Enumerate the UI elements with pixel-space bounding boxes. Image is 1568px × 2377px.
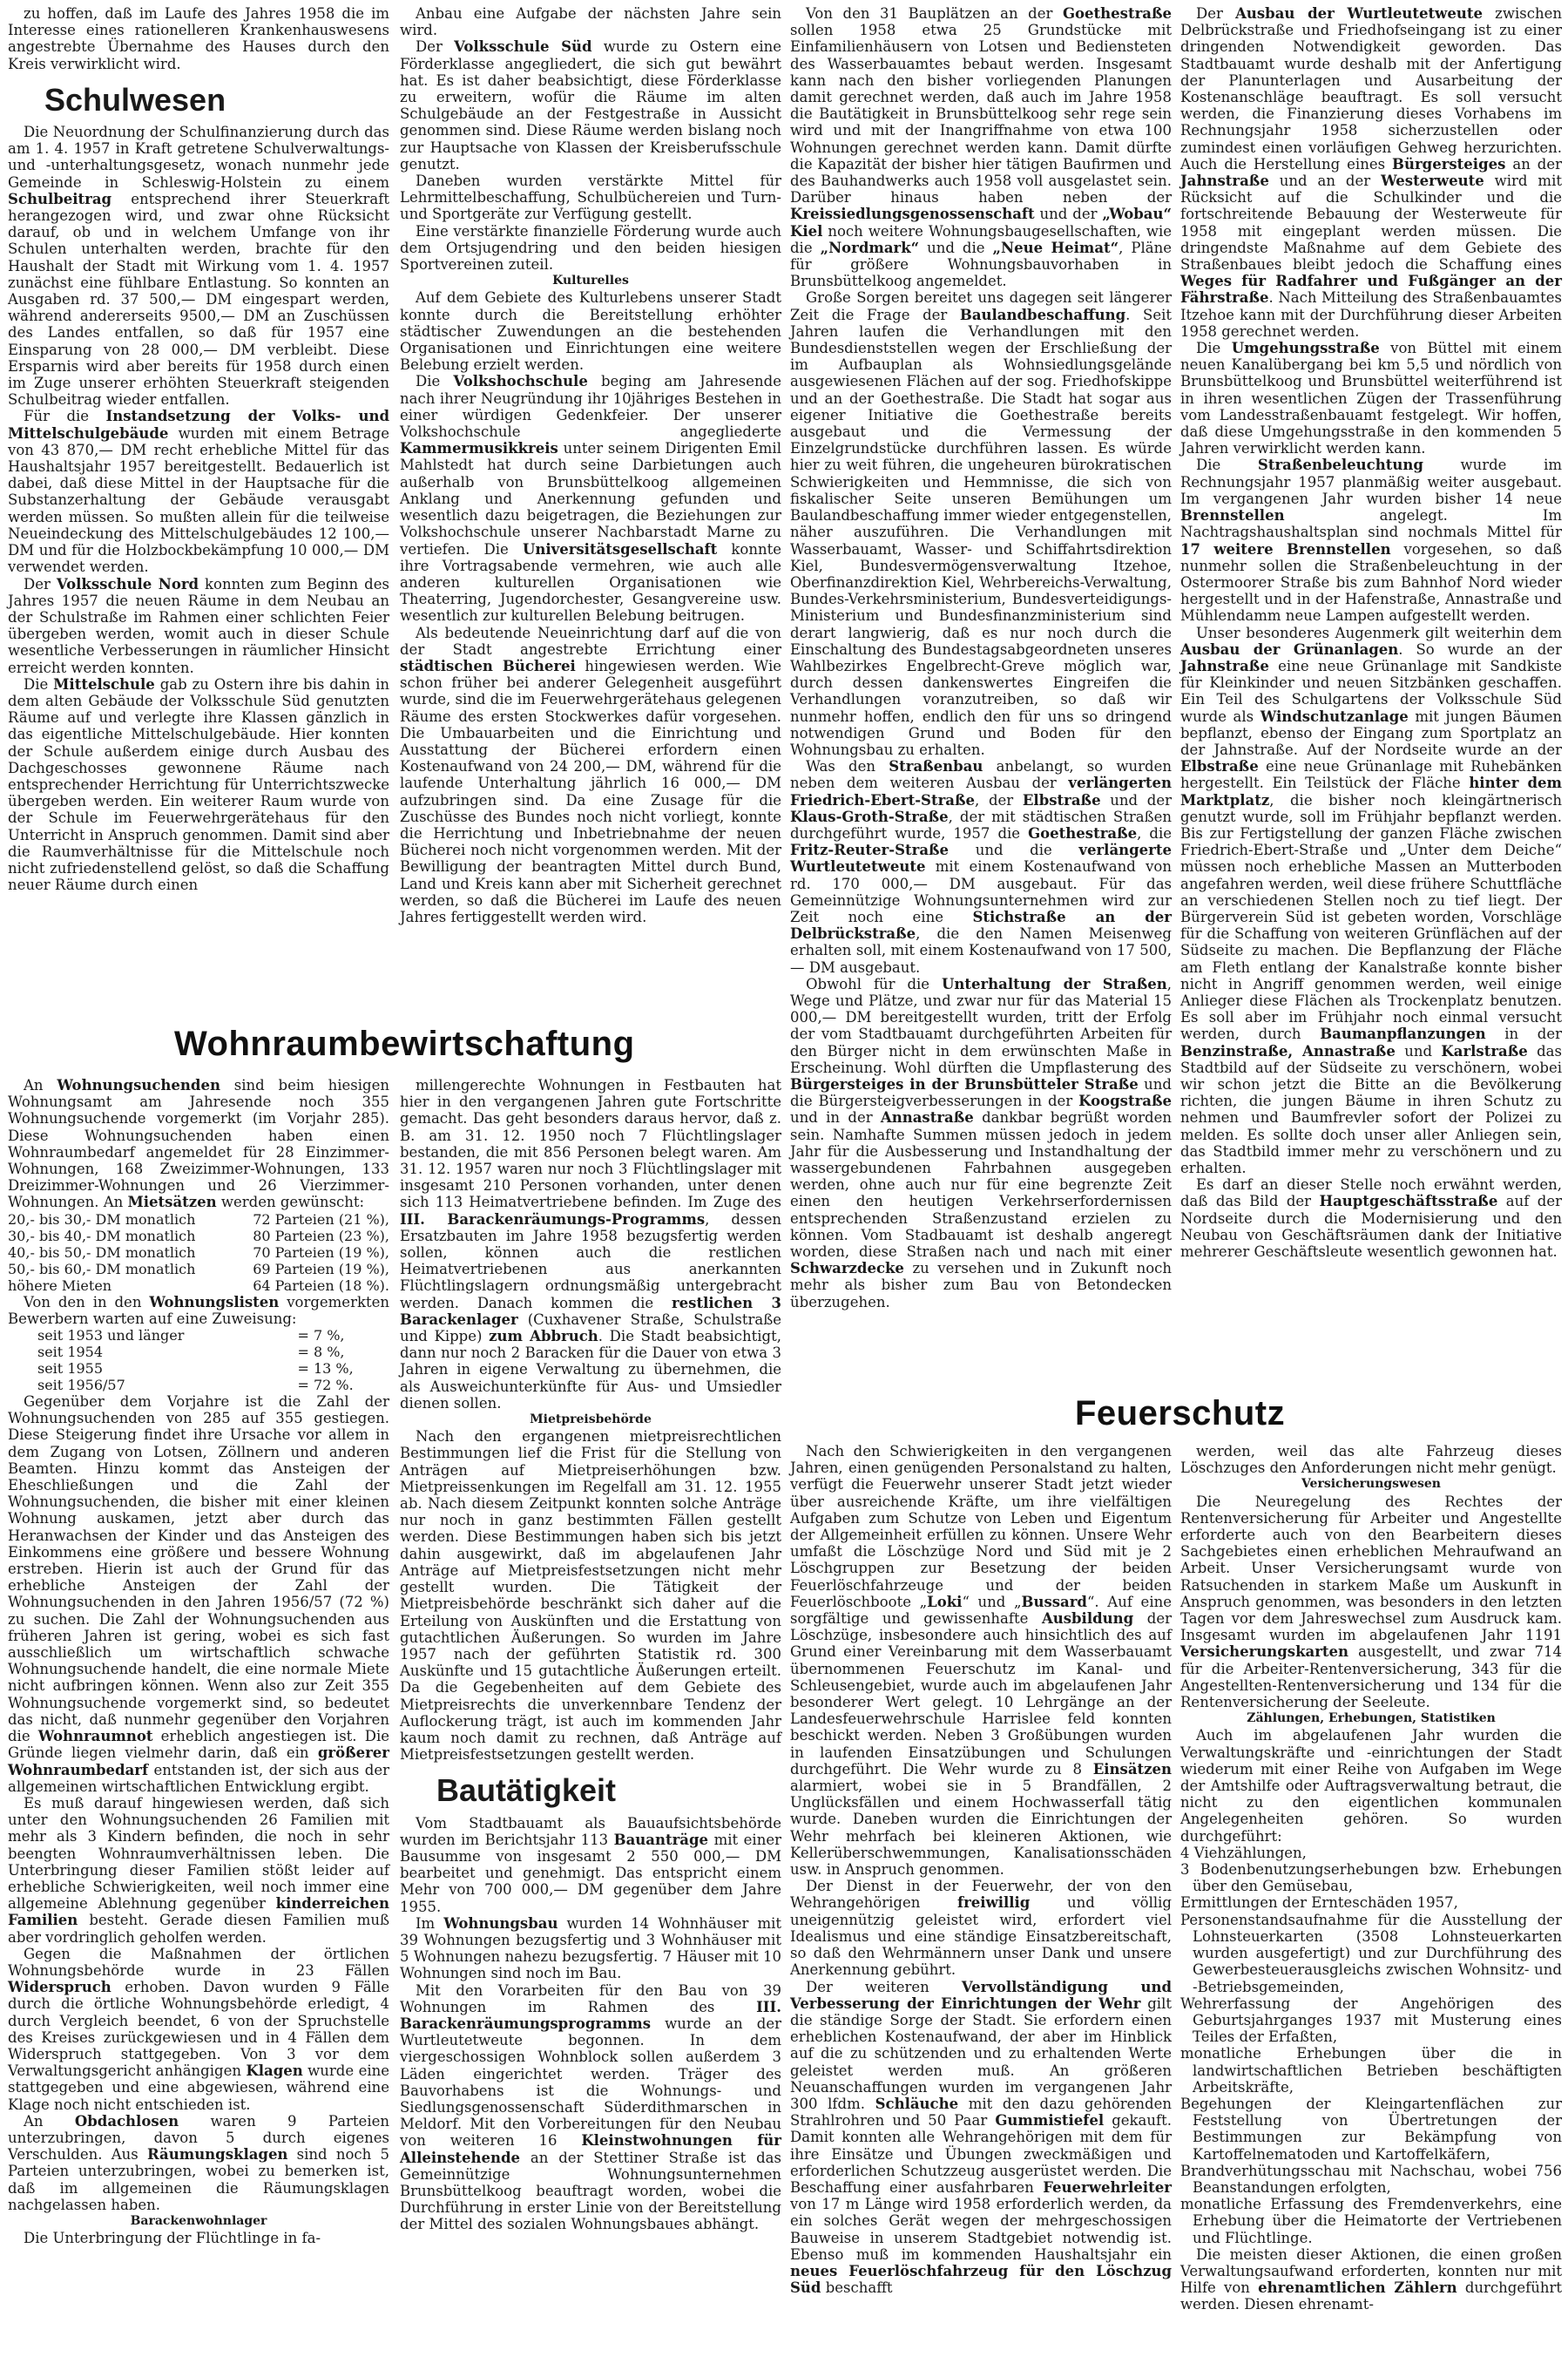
paragraph (790, 976, 1172, 1310)
text-run: unter seinem Dirigenten Emil Mahlstedt hat durch seine Darbietungen auch außerhalb von Brunsbüttelkoog allgemeinen Anklang und Anerkennung gefunden und wesentlich dazu beigetragen, die Beziehungen zur Volkshochschule unserer Nachbarstadt Marne zu vertiefen. Die (400, 440, 781, 558)
list-item: Personenstandsaufnahme für die Ausstellung der Lohnsteuerkarten (3508 Lohnsteuerkarten wurden ausgefertigt) und zur Durchführung des Gewerbesteuerausgleichs zwischen Wohnsitz- und -Betriebsgemeinden, (1180, 1911, 1562, 1995)
text-run: entstanden ist, der sich aus der allgemeinen wirtschaftlichen Entwicklung ergibt. (8, 1761, 389, 1795)
bold-phrase: städtischen Bücherei (400, 657, 576, 674)
text-run: gab zu Ostern ihre bis dahin in dem alten Gebäude der Volksschule Süd genutzten Räume auf und verlegte ihre Klassen gänzlich in das eigentliche Mittelschulgebäude. Hier konnten der Schule außerdem einige durch Ausbau des Dachgeschosses gewonnene Räume nach entsprechender Herrichtung für Unterrichtszwecke übergeben werden. Ein weiterer Raum wurde von der Schule im Feuerwehrgerätehaus für den Unterricht in Anspruch genommen. Damit sind aber die Raumverhältnisse für die Mittelschule noch nicht zufriedenstellend gelöst, so daß die Schaffung neuer Räume durch einen (8, 675, 389, 894)
column-1-bottom (8, 1077, 389, 2246)
paragraph (8, 2113, 389, 2213)
paragraph (8, 5, 389, 72)
paragraph (400, 5, 781, 38)
table-cell: seit 1956/57 (37, 1377, 125, 1394)
text-run: Auf dem Gebiete des Kulturlebens unserer Stadt konnte durch die Bereitstellung erhöhter städtischer Zuwendungen an die bestehenden Organisationen und Einrichtungen eine weitere Belebung erzielt werden. (400, 289, 781, 374)
subheading: Zählungen, Erhebungen, Statistiken (1247, 1711, 1496, 1726)
text-run: und an der (1268, 173, 1382, 190)
text-run: und die (949, 842, 1079, 859)
text-run: . So wurde an der (1398, 640, 1563, 658)
text-run: mit einem Kostenaufwand von rd. 170 000,— DM ausgebaut. Für das Gemeinnützige Wohnungsunternehmen wird zur Zeit noch eine (790, 858, 1172, 925)
bold-phrase: Wohnungsbau (443, 1914, 558, 1932)
paragraph (8, 676, 389, 894)
text-run: Nach den Schwierigkeiten in den vergangenen Jahren, einen genügenden Personalstand zu halten, verfügt die Feuerwehr unserer Stadt jetzt wieder über ausreichende Kräfte, um ihre vielfältigen Aufgaben zum Schutze von Leben und Eigentum der Allgemeinheit erfüllen zu können. Unsere Wehr umfaßt die Löschzüge Nord und Süd mit je 2 Löschgruppen zur Besetzung der beiden Feuerlöschfahrzeuge und der beiden Feuerlöschboote „ (790, 1443, 1172, 1610)
paragraph (1180, 1727, 1562, 1844)
text-run: Anbau eine Aufgabe der nächsten Jahre sein wird. (400, 5, 781, 39)
text-run: wurde zu Ostern eine Förderklasse angegliedert, die sich gut bewährt hat. Es ist daher beabsichtigt, diese Förderklasse zu erweitern, wofür die Räume im alten Schulgebäude an der Festgestraße in Aussicht genommen sind. Diese Räume werden bislang noch zur Hauptsache von Klassen der Kreisberufsschule genutzt. (400, 38, 781, 173)
bold-phrase: Vervollständigung und Verbesserung der Einrichtungen der Wehr (790, 1978, 1172, 2012)
text-run: Von den 31 Bauplätzen an der (806, 5, 1063, 22)
bold-phrase: Hauptgeschäftsstraße (1319, 1193, 1498, 1210)
bold-phrase: III. Barackenräumungs-Programms (400, 1210, 706, 1228)
text-run: wurde eine stattgegeben und eine abgewiesen, während eine Klage noch nicht entschieden ist. (8, 2062, 389, 2113)
bold-phrase: Westerweute (1381, 173, 1484, 190)
paragraph (400, 1428, 781, 1763)
text-run: Im (416, 1914, 444, 1932)
table-cell: = 13 %, (297, 1360, 354, 1378)
bold-phrase: neues Feuerlöschfahrzeug für den Löschzug Süd (790, 2262, 1172, 2297)
text-run: Die meisten dieser Aktionen, die einen großen Verwaltungsaufwand erforderten, konnten nur mit Hilfe von (1180, 2245, 1562, 2297)
bold-phrase: Brennstellen (1180, 507, 1285, 525)
bold-phrase: Wohnraumnot (37, 1728, 153, 1745)
bold-phrase: Volksschule Nord (56, 575, 199, 593)
paragraph (8, 124, 389, 408)
bold-phrase: Annastraße (880, 1109, 974, 1127)
bold-phrase: größerer Wohnraumbedarf (8, 1744, 389, 1778)
text-run: Es muß darauf hingewiesen werden, daß sich unter den Wohnungsuchenden 26 Familien mit mehr als 3 Kindern befinden, die noch in sehr beengten Wohnraumverhältnissen leben. Die Unterbringung dieser Familien stößt leider auf erhebliche Schwierigkeiten, weil noch immer eine allgemeine Ablehnung gegenüber (8, 1794, 389, 1913)
text-run: gilt die ständige Sorge der Stadt. Sie erfordern einen erheblichen Kostenaufwand, der aber im Hinblick auf die zu schützenden und zu erhaltenden Werte geleistet werden muß. An größeren Neuanschaffungen wurden im vergangenen Jahr 300 lfdm. (790, 1994, 1172, 2112)
text-run: wurde im Rechnungsjahr 1957 planmäßig weiter ausgebaut. Im vergangenen Jahr wurden bisher 14 neue (1180, 457, 1562, 507)
paragraph (790, 1979, 1172, 2297)
bold-phrase: verlängerte Wurtleutetweute (790, 842, 1172, 876)
text-run: erheblich angestiegen ist. Die Gründe liegen vielmehr darin, daß ein (8, 1728, 389, 1762)
text-run: Auch im abgelaufenen Jahr wurden die Verwaltungskräfte und -einrichtungen der Stadt wiederum mit einer Reihe von Aufgaben im Wege der Amtshilfe oder Auftragsverwaltung betraut, die nicht zu den eigentlichen kommunalen Angelegenheiten gehören. So wurden durchgeführt: (1180, 1727, 1562, 1845)
paragraph (790, 758, 1172, 976)
paragraph (790, 289, 1172, 758)
table-cell: seit 1955 (37, 1360, 104, 1378)
text-run: hingewiesen werden. Wie schon früher bei anderer Gelegenheit ausgeführt wurde, sind die im Feuerwehrgerätehaus gelegenen Räume des ersten Stockwerkes dafür vorgesehen. Die Umbauarbeiten und die Einrichtung und Ausstattung der Bücherei erfordern einen Kostenaufwand von 24 200,— DM, während für die laufende Unterhaltung jährlich 16 000,— DM aufzubringen sind. Da eine Zusage für die Zuschüsse des Bundes noch nicht vorliegt, konnte die Herrichtung und Inbetriebnahme der neuen Bücherei noch nicht vorgenommen werden. Mit der Bewilligung der beantragten Mittel durch Bund, Land und Kreis kann aber mit Sicherheit gerechnet werden, so daß die Bücherei im Laufe des neuen Jahres fertiggestellt werden wird. (400, 657, 781, 925)
list-item: monatliche Erfassung des Fremdenverkehrs, eine Erhebung über die Heimatorte der Vertriebenen und Flüchtlinge. (1180, 2196, 1562, 2246)
text-run: erhoben. Davon wurden 9 Fälle durch die örtliche Wohnungsbehörde erledigt, 4 durch Vergleich beendet, 6 von der Spruchstelle des Kreises zurückgewiesen und in 4 Fällen dem Widerspruch stattgegeben. Von 3 vor dem Verwaltungsgericht anhängigen (8, 1979, 389, 2080)
bold-phrase: Ausbildung (1041, 1610, 1134, 1628)
paragraph (1180, 1176, 1562, 1260)
text-run: . Die Stadt beabsichtigt, dann nur noch 2 Baracken für die Dauer von etwa 3 Jahren in eigene Verwaltung zu übernehmen, die als Ausweichunterkünfte für Aus- und Umsiedler dienen sollen. (400, 1328, 781, 1412)
text-run: sind beim hiesigen Wohnungsamt am Jahresende noch 355 Wohnungsuchende vorgemerkt (im Vorjahr 285). Diese Wohnungsuchenden haben einen Wohnraumbedarf angemeldet für 28 Einzimmer-Wohnungen, 168 Zweizimmer-Wohnungen, 133 Dreizimmer-Wohnungen und 26 Vierzimmer-Wohnungen. An (8, 1077, 389, 1211)
text-run: vorgemerkten Bewerbern warten auf eine Zuweisung: (8, 1293, 389, 1327)
bold-phrase: Kreissiedlungsgenossenschaft (790, 206, 1035, 223)
text-run: besteht. Gerade diesen Familien muß aber vordringlich geholfen werden. (8, 1912, 389, 1946)
bold-phrase: Räumungsklagen (146, 2146, 288, 2164)
text-run: wurde an der Wurtleutetweute begonnen. In dem viergeschossigen Wohnblock sollen außerdem 3 Läden eingerichtet werden. Träger des Bauvorhabens ist die Wohnungs- und Siedlungsgenossenschaft Süderdithmarschen in Meldorf. Mit den Vorbereitungen für den Neubau von weiteren 16 (400, 2015, 781, 2150)
table-cell: 69 Parteien (19 %), (253, 1260, 389, 1277)
bold-phrase: Fritz-Reuter-Straße (790, 842, 950, 859)
text-run: , die bisher noch kleingärtnerisch genutzt wurde, soll im Frühjahr bepflanzt werden. Bis zur Fertigstellung der ganzen Fläche zwischen Friedrich-Ebert-Straße und „Unter dem Deiche“ müssen noch erhebliche Massen an Mutterboden angefahren werden, weil diese frühere Schuttfläche an verschiedenen Stellen noch zu tief liegt. Der Bürgerverein Süd ist gebeten worden, Vorschläge für die Schaffung von weiteren Grünflächen auf der Südseite zu machen. Die Bepflanzung der Fläche am Fleth entlang der Kanalstraße konnte bisher nicht in Angriff genommen werden, weil einige Anlieger diese Flächen als Trockenplatz benutzen. Es soll aber im Frühjahr noch einmal versucht werden, durch (1180, 791, 1562, 1043)
text-run: in der (1485, 1026, 1562, 1043)
text-run: Die (1196, 340, 1232, 357)
text-run: zu hoffen, daß im Laufe des Jahres 1958 die im Interesse eines rationelleren Krankenhauswesens angestrebte Übernahme des Hauses durch den Kreis verwirklicht wird. (8, 5, 389, 72)
bold-phrase: Umgehungsstraße (1231, 340, 1380, 357)
bold-phrase: Straßenbeleuchtung (1257, 457, 1423, 474)
text-run: wird mit Rücksicht auf die Schulkinder und die fortschreitende Bebauung der Westerweute für 1958 mit eingeplant werden müssen. Die dringendste Maßnahme auf dem Gebiete des Straßenbaues bleibt jedoch die Schaffung eines (1180, 173, 1562, 274)
text-run: eine neue Grünanlage mit Sandkiste für Kleinkinder und neuen Sitzbänken geschaffen. Ein Teil des Schulgartens der Volksschule Süd wurde als (1180, 657, 1562, 725)
bold-phrase: hinter dem Marktplatz (1180, 775, 1562, 809)
data-table (8, 1327, 389, 1393)
text-run: Der (416, 38, 455, 56)
text-run: , die den Namen Meisenweg erhalten soll, mit einem Kostenaufwand von 17 500,— DM ausgebaut. (790, 925, 1172, 976)
bold-phrase: Stichstraße an der Delbrückstraße (790, 908, 1172, 943)
text-run: , Wege und Plätze, und zwar nur für das Material 15 000,— DM bereitgestellt wurden, tritt der Erfolg der vom Stadtbauamt durchgeführten Arbeiten für den Bürger nicht in dem erwünschten Maße in Erscheinung. Wohl dürften die Umpflasterung des (790, 975, 1172, 1076)
text-run: beging am Jahresende nach ihrer Neugründung ihr 10jähriges Bestehen in einer würdigen Gedenkfeier. Der unserer Volkshochschule angegliederte (400, 373, 781, 441)
text-run: von 17 m Länge wird 1958 erforderlich werden, da ein solches Gerät wegen der mehrgeschossigen Bauweise in unserem Stadtgebiet notwendig ist. Ebenso muß im kommenden Haushaltsjahr ein (790, 2196, 1172, 2263)
bold-phrase: Schwarzdecke (790, 1260, 904, 1277)
table-cell: 50,- bis 60,- DM monatlich (8, 1260, 196, 1277)
bold-phrase: Gummistiefel (995, 2112, 1105, 2130)
text-run: , die (1137, 824, 1173, 842)
paragraph (790, 1878, 1172, 1978)
text-run: werden, weil das alte Fahrzeug dieses Löschzuges den Anforderungen nicht mehr genügt. (1180, 1443, 1562, 1477)
text-run: auf der Nordseite durch die Modernisierung und den Neubau von Geschäftsräumen dank der Initiative mehrerer Geschäftsleute wesentlich gewonnen hat. (1180, 1193, 1562, 1261)
subheading: Kulturelles (552, 274, 629, 288)
bold-phrase: ehrenamtlichen Zählern (1258, 2279, 1457, 2297)
text-run: und der (1034, 206, 1103, 223)
bold-phrase: Klagen (246, 2062, 303, 2080)
text-run: anbelangt, so wurden neben dem weiteren Ausbau der (790, 758, 1172, 792)
paragraph (790, 1443, 1172, 1878)
list-item: Ermittlungen der Ernteschäden 1957, (1180, 1894, 1458, 1912)
table-cell: = 72 %. (297, 1377, 354, 1394)
paragraph (790, 5, 1172, 289)
text-run: werden gewünscht: (216, 1194, 365, 1211)
text-run: von Büttel mit einem neuen Kanalübergang bei km 5,5 und nördlich von Brunsbüttelkoog und Brunsbüttel weiterführend ist in ihren wesentlichen Zügen der Trassenführung vom Landesstraßenbauamt festgelegt. Wir hoffen, daß diese Umgehungsstraße in den kommenden 5 Jahren verwirklicht werden kann. (1180, 340, 1562, 457)
text-run: an der (1505, 155, 1563, 173)
paragraph (1180, 625, 1562, 1177)
text-run: wurden 14 Wohnhäuser mit 39 Wohnungen bezugsfertig und 3 Wohnhäuser mit 5 Wohnungen nahezu bezugsfertig. 7 Häuser mit 10 Wohnungen sind noch im Bau. (400, 1914, 781, 1982)
column-2-top (400, 5, 781, 925)
table-cell: = 8 %, (297, 1344, 345, 1361)
text-run: Mit den Vorarbeiten für den Bau von 39 Wohnungen im Rahmen des (400, 1981, 781, 2015)
paragraph (400, 625, 781, 926)
text-run: sollen 1958 etwa 25 Grundstücke mit Einfamilienhäusern von Lotsen und Bediensteten des Wasserbauamtes bebaut werden. Insgesamt kann nach den bisher vorliegenden Planungen damit gerechnet werden, daß auch im Jahre 1958 die Bautätigkeit in Brunsbüttelkoog sehr rege sein wird und mit der Inangriffnahme von etwa 100 Wohnungen gerechnet werden kann. Damit dürfte die Kapazität der bisher hier tätigen Baufirmen und des Bauhandwerks auch 1958 voll ausgelastet sein. Darüber hinaus haben neben der (790, 22, 1172, 207)
table-cell: 72 Parteien (21 %), (253, 1210, 389, 1228)
text-run: und (1395, 1042, 1442, 1060)
table-cell: 30,- bis 40,- DM monatlich (8, 1227, 196, 1244)
bold-phrase: Mittelschule (53, 675, 155, 693)
bold-phrase: Wohnungsuchenden (57, 1077, 220, 1094)
list-item: Brandverhütungsschau mit Nachschau, wobei 756 Beanstandungen erfolgten, (1180, 2162, 1562, 2196)
text-run: an der Stettiner Straße ist das Gemeinnützige Wohnungsunternehmen Brunsbüttelkoog beauftragt worden, wobei die Durchführung in erster Linie von der Bereitstellung der Mittel des sozialen Wohnungsbaues abhängt. (400, 2149, 781, 2233)
bold-phrase: Karlstraße (1441, 1042, 1528, 1060)
text-run: “ und „ (962, 1593, 1022, 1610)
paragraph (400, 289, 781, 373)
bold-phrase: Kammermusikkreis (400, 440, 558, 457)
paragraph (1180, 340, 1562, 457)
text-run: und der (1100, 791, 1172, 809)
text-run: Als bedeutende Neueinrichtung darf auf die von der Stadt angestrebte Errichtung einer (400, 624, 781, 658)
table-row (8, 1344, 389, 1360)
bold-phrase: Feuerwehrleiter (1043, 2178, 1172, 2196)
bold-phrase: Schläuche (875, 2095, 959, 2112)
text-run: waren 9 Parteien unterzubringen, davon 5 durch eigenes Verschulden. Aus (8, 2112, 389, 2164)
table-row (8, 1360, 389, 1377)
bold-phrase: Baumanpflanzungen (1320, 1026, 1486, 1043)
text-run: gekauft. Damit konnten alle Wehrangehörigen mit dem für ihre Einsätze und Übungen zweckmäßigen und erforderlichen Schutzzeug ausgerüstet werden. Die Beschaffung einer ausfahrbaren (790, 2112, 1172, 2196)
text-run: Nach den ergangenen mietpreisrechtlichen Bestimmungen lief die Frist für die Stellung von Anträgen auf Mietpreiserhöhungen bzw. Mietpreissenkungen im Regelfall am 31. 12. 1955 ab. Nach diesem Zeitpunkt konnten solche Anträge nur noch in ganz bestimmten Fällen gestellt werden. Diese Bestimmungen haben sich bis jetzt dahin ausgewirkt, daß im abgelaufenen Jahr Anträge auf Mietpreisfestsetzungen nicht mehr gestellt wurden. Die Tätigkeit der Mietpreisbehörde beschränkt sich daher auf die Erteilung von Auskünften und die Erstattung von gutachtlichen Äußerungen. So wurden im Jahre 1957 nach der geführten Statistik rd. 300 Auskünfte und 15 gutachtliche Äußerungen erteilt. Da die Gegebenheiten auf dem Gebiete des Mietpreisrechts die unverkennbare Tendenz der Auflockerung trägt, ist auch im kommenden Jahr kaum noch damit zu rechnen, daß Anträge auf Mietpreisfestsetzungen gestellt werden. (400, 1428, 781, 1764)
text-run: konnten zum Beginn des Jahres 1957 die neuen Räume in dem Neubau an der Schulstraße im Rahmen einer schlichten Feier übergeben werden, womit auch in dieser Schule wesentliche Verbesserungen in räumlicher Hinsicht erreicht werden konnten. (8, 575, 389, 676)
text-run: Die Unterbringung der Flüchtlinge in fa- (24, 2230, 321, 2247)
bold-phrase: Kleinstwohnungen für Alleinstehende (400, 2132, 781, 2166)
table-cell: höhere Mieten (8, 1277, 112, 1294)
text-run: Gegen die Maßnahmen der örtlichen Wohnungsbehörde wurde in 23 Fällen (8, 1945, 389, 1979)
text-run: ausgestellt, und zwar 714 für die Arbeiter-Rentenversicherung, 343 für die Angestellten-Rentenversicherung und 134 für die Rentenversicherung der Seeleute. (1180, 1643, 1562, 1711)
table-row (8, 1261, 389, 1277)
paragraph (400, 173, 781, 223)
text-run: (Cuxhavener Straße, Schulstraße und Kippe) (400, 1310, 781, 1345)
text-run: beschafft (821, 2279, 893, 2297)
paragraph (8, 408, 389, 575)
column-1-top (8, 5, 389, 893)
text-run: Was den (806, 758, 889, 775)
paragraph (1180, 1493, 1562, 1711)
bold-phrase: Klaus-Groth-Straße (790, 808, 949, 825)
text-run: wurden mit einem Betrage von 43 870,— DM recht erhebliche Mittel für das Haushaltsjahr 1957 bereitgestellt. Bedauerlich ist dabei, daß diese Mittel in der Hauptsache für die Substanzerhaltung der Gebäude verausgabt werden müssen. So mußten allein für die teilweise Neueindeckung des Mittelschulgebäudes 12 100,— DM und für die Holzbockbekämpfung 10 000,— DM verwendet werden. (8, 424, 389, 576)
table-row (8, 1377, 389, 1393)
bold-phrase: verlängerten Friedrich-Ebert-Straße (790, 775, 1172, 809)
table-row (8, 1277, 389, 1294)
bold-phrase: Universitätsgesellschaft (522, 540, 718, 558)
section-heading: Bautätigkeit (436, 1772, 617, 1809)
text-run: Der Dienst in der Feuerwehr, der von den Wehrangehörigen (790, 1878, 1172, 1912)
text-run: konnte ihre Vortragsabende vermehren, wie auch alle anderen kulturellen Organisationen wie Theaterring, Jugendorchester, Gesangvereine usw. wesentlich zur kulturellen Belebung beitrugen. (400, 540, 782, 625)
bold-phrase: Versicherungskarten (1180, 1643, 1349, 1661)
text-run: mit jungen Bäumen bepflanzt, ebenso der Eingang zum Sportplatz an der Jahnstraße. Auf der Nordseite wurde an der (1180, 708, 1562, 758)
table-cell: seit 1954 (37, 1344, 104, 1361)
text-run: und die (919, 239, 993, 256)
bold-phrase: Jahnstraße (1180, 173, 1269, 190)
list-item: Wehrerfassung der Angehörigen des Geburtsjahrganges 1937 mit Musterung eines Teiles der Erfaßten, (1180, 1994, 1562, 2046)
bold-phrase: Volksschule Süd (454, 38, 592, 56)
text-run: Für die (24, 408, 106, 425)
column-4-bottom (1180, 1443, 1562, 2313)
text-run: An (24, 2112, 75, 2130)
paragraph (8, 1077, 389, 1211)
text-run: mit den dazu gehörenden Strahlrohren und 50 Paar (790, 2095, 1173, 2130)
text-run: Die (24, 675, 54, 693)
paragraph (400, 223, 781, 274)
paragraph (400, 38, 781, 173)
table-cell: 20,- bis 30,- DM monatlich (8, 1210, 196, 1228)
text-run: Daneben wurden verstärkte Mittel für Lehrmittelbeschaffung, Schulbüchereien und Turn- und Sportgeräte zur Verfügung gestellt. (400, 173, 781, 223)
bold-phrase: III. Barackenräumungsprogramms (400, 1998, 781, 2032)
text-run: , dessen Ersatzbauten im Jahre 1958 bezugsfertig werden sollen, können auch die restlichen Heimatvertriebenen aus anerkannten Flüchtlingslagern ordnungsmäßig untergebracht werden. Danach kommen die (400, 1210, 781, 1311)
paragraph (400, 1077, 781, 1412)
text-run: , der mit städtischen Straßen durchgeführt wurde, 1957 die (790, 808, 1172, 842)
table-cell: seit 1953 und länger (37, 1327, 185, 1344)
text-run: Vom Stadtbauamt als Bauaufsichtsbehörde wurden im Berichtsjahr 113 (400, 1814, 781, 1848)
bold-phrase: Goethestraße (1062, 5, 1172, 22)
subheading: Barackenwohnlager (130, 2213, 267, 2228)
text-run: und in der (790, 1109, 881, 1127)
paragraph (8, 2230, 389, 2246)
bold-phrase: Benzinstraße, Annastraße (1180, 1042, 1396, 1060)
paragraph (8, 1393, 389, 1795)
bold-phrase: Obdachlosen (74, 2112, 179, 2130)
text-run: Große Sorgen bereitet uns dagegen seit längerer Zeit die Frage der (790, 289, 1172, 323)
text-run: Die (416, 373, 454, 390)
table-cell: 40,- bis 50,- DM monatlich (8, 1243, 196, 1261)
text-run: Eine verstärkte finanzielle Förderung wurde auch dem Ortsjugendring und den beiden hiesigen Sportvereinen zuteil. (400, 222, 781, 274)
bold-phrase: Instandsetzung der Volks- und Mittelschulgebäude (8, 408, 390, 442)
bold-phrase: „Wobau“ Kiel (790, 206, 1172, 240)
table-row (8, 1228, 389, 1244)
bold-phrase: restlichen 3 Barackenlager (400, 1294, 781, 1328)
bold-phrase: „Nordmark“ (820, 239, 920, 256)
paragraph (1180, 1443, 1562, 1476)
bold-phrase: „Neue Heimat“ (992, 239, 1119, 256)
text-run: eine neue Grünanlage mit Ruhebänken hergestellt. Ein Teilstück der Fläche (1180, 758, 1562, 792)
text-run: Der (1196, 5, 1236, 22)
paragraph (400, 373, 781, 624)
text-run: , der (975, 791, 1023, 809)
list-item: 4 Viehzählungen, (1180, 1844, 1307, 1861)
bold-phrase: Einsätzen (1092, 1760, 1172, 1778)
text-run: Obwohl für die (806, 975, 942, 992)
bold-phrase: Mietsätzen (127, 1194, 217, 1211)
table-cell: = 7 %, (297, 1327, 345, 1344)
bold-phrase: Unterhaltung der Straßen (941, 975, 1167, 992)
paragraph (8, 576, 389, 676)
section-heading-wohnraumbewirtschaftung: Wohnraumbewirtschaftung (174, 1025, 635, 1063)
list-item: monatliche Erhebungen über die in landwirtschaftlichen Betrieben beschäftigten Arbeitskräfte, (1180, 2045, 1562, 2096)
text-run: entsprechend ihrer Steuerkraft herangezogen wird, und zwar ohne Rücksicht darauf, ob und in welchem Umfange von ihr Schulen unterhalten werden, brachte für den Haushalt der Stadt mit Wirkung vom 1. 4. 1957 zunächst eine fühlbare Entlastung. So konnten an Ausgaben rd. 37 500,— DM eingespart werden, während andererseits 9500,— DM an Zuschüssen des Landes entfallen, so daß für 1957 eine Einsparung von 28 000,— DM verbleibt. Diese Ersparnis wird aber bereits für 1958 durch einen im Zuge unserer erhöhten Steuerkraft steigenden Schulbeitrag wieder entfallen. (8, 190, 389, 409)
column-2-bottom (400, 1077, 781, 2233)
text-run: Die Neuordnung der Schulfinanzierung durch das am 1. 4. 1957 in Kraft getretene Schulverwaltungs- und -unterhaltungsgesetz, wonach nunmehr jede Gemeinde in Schleswig-Holstein zu einem (8, 124, 389, 191)
bold-phrase: kinderreichen Familien (8, 1895, 389, 1929)
text-run: und die Bürgersteigverbesserungen in der (790, 1076, 1172, 1110)
text-run: zu versehen und in Zukunft noch mehr als bisher zum Bau von Betondecken überzugehen. (790, 1260, 1172, 1310)
text-run: Gegenüber dem Vorjahre ist die Zahl der Wohnungsuchenden von 285 auf 355 gestiegen. Diese Steigerung findet ihre Ursache vor allem in dem Zugang von Lotsen, Zöllnern und anderen Beamten. Hinzu kommt das Ansteigen der Eheschließungen und die Zahl der Wohnungsuchenden, die bisher mit einer kleinen Wohnung auskamen, jetzt aber durch das Heranwachsen der Kinder und das Ansteigen des Einkommens eine größere und bessere Wohnung erstreben. Hierin ist auch der Grund für das erhebliche Ansteigen der Zahl der Wohnungsuchenden in den Jahren 1956/57 (72 %) zu suchen. Die Zahl der Wohnungsuchenden aus früheren Jahren ist gering, wobei es sich fast ausschließlich um wirtschaftlich schwache Wohnungsuchende handelt, die eine normale Miete nicht aufbringen können. Wenn also zur Zeit 355 Wohnungsuchende vorgemerkt sind, so bedeutet das nicht, daß nunmehr gegenüber den Vorjahren die (8, 1393, 389, 1745)
column-3-bottom (790, 1443, 1172, 2296)
table-row (8, 1211, 389, 1228)
paragraph (400, 1915, 781, 1982)
paragraph (8, 1946, 389, 2113)
bold-phrase: Elbstraße (1022, 791, 1101, 809)
text-run: dankbar begrüßt worden sein. Namhafte Summen müssen jedoch in jedem Jahr für die Ausbesserung und Instandhaltung der wassergebundenen Fahrbahnen ausgegeben werden, ohne auch nur für eine begrenzte Zeit einen den heutigen Verkehrserfordernissen entsprechenden Straßenzustand erzielen zu können. Vom Stadbauamt ist deshalb angeregt worden, diese Straßen nach und nach mit einer (790, 1109, 1172, 1261)
paragraph (1180, 5, 1562, 340)
text-run: das Stadtbild auf der Südseite zu verschönern, wobei wir schon jetzt die Bitte an die Bevölkerung richten, die jungen Bäume in ihren Schutz zu nehmen und Baumfrevler sofort der Polizei zu melden. Es sollte doch unser aller Anliegen sein, das Stadtbild immer mehr zu verschönern und zu erhalten. (1180, 1042, 1562, 1177)
text-run: noch weitere Wohnungsbaugesellschaften, wie die (790, 222, 1172, 256)
survey-list (1180, 1845, 1562, 2246)
bold-phrase: Bauanträge (613, 1831, 709, 1848)
text-run: der Löschzüge, insbesondere auch hinsichtlich des auf Grund einer Vereinbarung mit dem Wasserbauamt übernommenen Feuerschutz im Kanal- und Schleusengebiet, wurde auch im abgelaufenen Jahr besonderer Wert gelegt. 10 Lehrgänge an der Landesfeuerwehrschule Harrislee feld konnten beschickt werden. Neben 3 Großübungen wurden in laufenden Einsatzübungen und Schulungen durchgeführt. Die Wehr wurde zu 8 (790, 1610, 1172, 1778)
paragraph (1180, 2246, 1562, 2313)
text-run: millengerechte Wohnungen in Festbauten hat hier in den vergangenen Jahren gute Fortschritte gemacht. Das geht besonders daraus hervor, daß z. B. am 31. 12. 1950 noch 7 Flüchtlingslager bestanden, die mit 856 Personen belegt waren. Am 31. 12. 1957 waren nur noch 3 Flüchtlingslager mit insgesamt 210 Personen vorhanden, unter denen sich 113 Heimatvertriebene befinden. Im Zuge des (400, 1077, 781, 1211)
data-table (8, 1211, 389, 1294)
paragraph (400, 1982, 781, 2233)
text-run: , Pläne für größere Wohnungsbauvorhaben in Brunsbüttelkoog angemeldet. (790, 239, 1172, 290)
bold-phrase: 17 weitere Brennstellen (1180, 540, 1391, 558)
bold-phrase: Koogstraße (1078, 1093, 1172, 1110)
text-run: und völlig uneigennützig geleistet wird, erfordert viel Idealismus und eine ständige Einsatzbereitschaft, so daß den Wehrmännern unser Dank und unsere Anerkennung gebührt. (790, 1894, 1172, 1979)
table-cell: 64 Parteien (18 %). (253, 1277, 389, 1294)
text-run: alarmiert, wobei sie in 5 Brandfällen, 2 Unglücksfällen und einem Hochwasserfall tätig wurde. Daneben wurden die Einrichtungen der Wehr mehrfach bei kleineren Aktionen, wie Kellerüberschwemmungen, Kanalisationsschäden usw. in Anspruch genommen. (790, 1778, 1172, 1879)
bold-phrase: Windschutzanlage (1260, 708, 1409, 725)
text-run: Die Neuregelung des Rechtes der Rentenversicherung für Arbeiter und Angestellte erforderte auch von den Bearbeitern dieses Sachgebietes einen erheblichen Mehraufwand an Arbeit. Unser Versicherungsamt wurde von Ratsuchenden in starkem Maße um Auskunft in Anspruch genommen, was besonders in den letzten Tagen vor dem Jahreswechsel zum Ausdruck kam. Insgesamt wurden im abgelaufenen Jahr 1191 (1180, 1493, 1562, 1644)
text-run: Von den in den (24, 1293, 150, 1310)
table-row (8, 1244, 389, 1261)
text-run: Der (24, 575, 57, 593)
subheading: Mietpreisbehörde (530, 1412, 652, 1427)
table-cell: 80 Parteien (23 %), (253, 1227, 389, 1244)
text-run: “. Auf eine sorgfältige und gewissenhafte (790, 1593, 1172, 1628)
section-heading-feuerschutz: Feuerschutz (1075, 1394, 1286, 1432)
bold-phrase: Bürgersteiges in der Brunsbütteler Straße (790, 1076, 1139, 1093)
text-run: zwischen Delbrückstraße und Friedhofseingang ist zu einer dringenden Notwendigkeit geworden. Das Stadtbauamt wurde deshalb mit der Anfertigung der Planunterlagen und Ausarbeitung der Kostenanschläge beauftragt. Es soll versucht werden, die Finanzierung dieses Vorhabens im Rechnungsjahr 1958 sicherzustellen oder zumindest einen vorläufigen Gehweg herzurichten. Auch die Herstellung eines (1180, 5, 1562, 173)
bold-phrase: freiwillig (956, 1894, 1031, 1912)
text-run: mit einer Bausumme von insgesamt 2 550 000,— DM bearbeitet und genehmigt. Das entspricht einem Mehr von 700 000,— DM gegenüber dem Jahre 1955. (400, 1831, 781, 1915)
bold-phrase: Elbstraße (1180, 758, 1259, 775)
text-run: . Seit Jahren laufen die Verhandlungen mit den Bundesdienststellen wegen der Erschließung der im Aufbauplan als Wohnsiedlungsgelände ausgewiesenen Flächen auf der sog. Friedhofskippe und an der Goethestraße. Die Stadt hat sogar aus eigener Initiative die Goethestraße bereits ausgebaut und die Vermessung der Einzelgrundstücke durchführen lassen. Es würde hier zu weit führen, die ungeheuren bürokratischen Schwierigkeiten und Hemmnisse, die sich von fiskalischer Seite unseren Bemühungen um Baulandbeschaffung immer wieder entgegenstellen, näher auszuführen. Die Verhandlungen mit Wasserbauamt, Wasser- und Schiffahrtsdirektion Kiel, Bundesvermögensverwaltung Itzehoe, Oberfinanzdirektion Kiel, Wehrbereichs-Verwaltung, Bundes-Verkehrsministerium, Bundesverteidigungs-Ministerium und Bundesfinanzministerium sind derart langwierig, daß es nur noch durch die Einschaltung des Bundestagsabgeordneten unseres Wahlbezirkes Engelbrecht-Greve möglich war, durch dessen dankenswertes Eingreifen die Verhandlungen voranzutreiben, so daß wir nunmehr hoffen, endlich den für uns so dringend notwendigen Grund und Boden für den Wohnungsbau zu erhalten. (790, 306, 1173, 758)
bold-phrase: Schulbeitrag (8, 190, 112, 207)
paragraph (8, 1795, 389, 1946)
text-run: Es darf an dieser Stelle noch erwähnt werden, daß das Bild der (1180, 1176, 1562, 1210)
text-run: vorgesehen, so daß nunmehr sollen die Straßenbeleuchtung in der Ostermoorer Straße bis zum Bahnhof Nord wieder hergestellt und in der Hafenstraße, Annastraße und Mühlendamm neue Lampen aufgestellt werden. (1180, 540, 1562, 625)
column-3-top (790, 5, 1172, 1310)
text-run: An (24, 1077, 57, 1094)
bold-phrase: Widerspruch (8, 1979, 112, 1996)
section-heading: Schulwesen (44, 81, 226, 118)
paragraph (1180, 457, 1562, 624)
table-row (8, 1327, 389, 1344)
text-run: Die (1196, 457, 1258, 474)
bold-phrase: Baulandbeschaffung (959, 306, 1126, 323)
bold-phrase: Weges für Radfahrer und Fußgänger an der Fährstraße (1180, 273, 1562, 307)
bold-phrase: Loki (927, 1593, 963, 1610)
bold-phrase: Jahnstraße (1180, 657, 1269, 674)
bold-phrase: Bussard (1021, 1593, 1087, 1610)
paragraph (8, 1294, 389, 1327)
subheading: Versicherungswesen (1301, 1477, 1441, 1492)
list-item: 3 Bodenbenutzungserhebungen bzw. Erhebungen über den Gemüsebau, (1180, 1861, 1562, 1895)
bold-phrase: Wohnungslisten (149, 1293, 280, 1310)
text-run: durchgeführt werden. Diesen ehrenamt- (1180, 2279, 1562, 2313)
bold-phrase: Goethestraße (1028, 824, 1138, 842)
text-run: sind noch 5 Parteien unterzubringen, wobei zu bemerken ist, daß im allgemeinen die Räumungsklagen nachgelassen haben. (8, 2146, 389, 2213)
text-run: Unser besonderes Augenmerk gilt weiterhin dem (1196, 624, 1562, 641)
bold-phrase: zum Abbruch (489, 1328, 598, 1345)
text-run: . Nach Mitteilung des Straßenbauamtes Itzehoe kann mit der Durchführung dieser Arbeiten 1958 gerechnet werden. (1180, 289, 1562, 340)
paragraph (400, 1815, 781, 1915)
bold-phrase: Ausbau der Grünanlagen (1180, 640, 1399, 658)
bold-phrase: Ausbau der Wurtleutetweute (1235, 5, 1483, 22)
text-run: angelegt. Im Nachtragshaushaltsplan sind nochmals Mittel für (1180, 507, 1562, 541)
bold-phrase: Volkshochschule (453, 373, 588, 390)
table-cell: 70 Parteien (19 %), (253, 1243, 389, 1261)
bold-phrase: Straßenbau (889, 758, 983, 775)
bold-phrase: Bürgersteiges (1392, 155, 1506, 173)
list-item: Begehungen der Kleingartenflächen zur Feststellung von Übertretungen der Bestimmungen zur Bekämpfung von Kartoffelnematoden und Kartoffelkäfern, (1180, 2095, 1562, 2163)
text-run: Der weiteren (806, 1978, 962, 1995)
column-4-top (1180, 5, 1562, 1260)
